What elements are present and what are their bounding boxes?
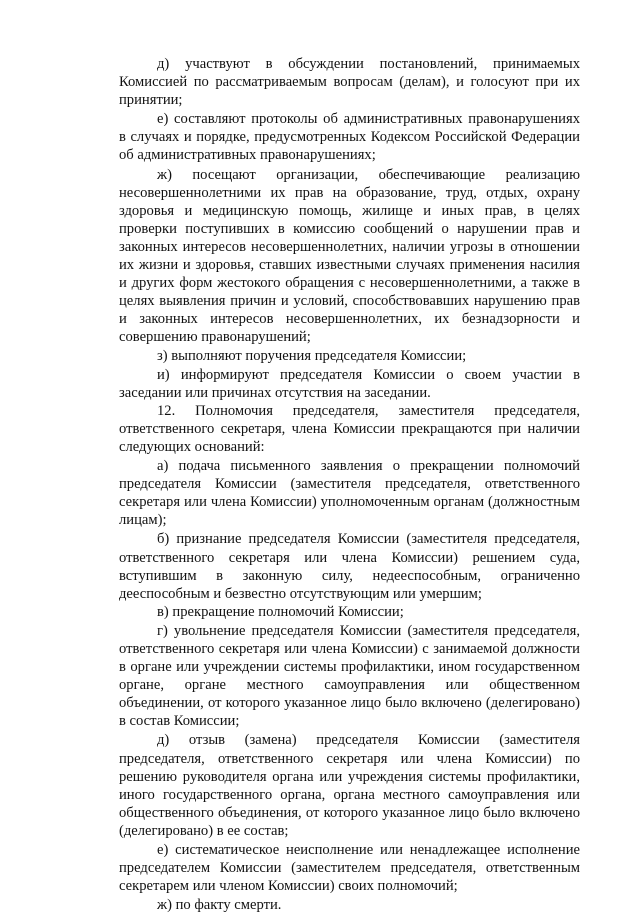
paragraph-i-inform: и) информируют председателя Комиссии о своем участии в заседании или причинах отсутствия на заседании. — [119, 366, 580, 401]
paragraph-zh-death: ж) по факту смерти. — [157, 897, 282, 914]
paragraph-b-court: б) признание председателя Комиссии (заместителя председателя, ответственного секретаря или члена Комиссии) решением суда, вступившим в законную силу, недееспособным, ограниченно дееспособным и безвестно отсутствующим или умершим; — [119, 531, 580, 602]
paragraph-zh-visits: ж) посещают организации, обеспечивающие реализацию несовершеннолетними их прав на образование, труд, отдых, охрану здоровья и медицинскую помощь, жилище и иных прав, в целях проверки поступивших в комиссию сообщений о нарушении прав и законных интересов несовершеннолетних, наличии угрозы в отношении их жизни и здоровья, ставших известными случаях применения насилия и других форм жестокого обращения с несовершеннолетними, а также в целях выявления причин и условий, способствовавших нарушению прав и законных интересов несовершеннолетних, их безнадзорности и совершению правонарушений; — [119, 166, 580, 346]
paragraph-g-dismissal: г) увольнение председателя Комиссии (заместителя председателя, ответственного секретаря или члена Комиссии) с занимаемой должности в органе или учреждении системы профилактики, ином государственном органе, органе местного самоуправления или общественном объединении, от которого указанное лицо было включено (делегировано) в состав Комиссии; — [119, 622, 580, 730]
paragraph-d-participation: д) участвуют в обсуждении постановлений, принимаемых Комиссией по рассматриваемым вопросам (делам), и голосуют при их принятии; — [119, 56, 580, 109]
paragraph-e-nonperformance: е) систематическое неисполнение или ненадлежащее исполнение председателем Комиссии (заместителем председателя, ответственным секретарем или членом Комиссии) своих полномочий; — [119, 842, 580, 895]
paragraph-v-commission-end: в) прекращение полномочий Комиссии; — [157, 603, 404, 620]
paragraph-z-instructions: з) выполняют поручения председателя Комиссии; — [157, 347, 467, 364]
document-page — [119, 55, 580, 914]
paragraph-e-protocols: е) составляют протоколы об административных правонарушениях в случаях и порядке, предусмотренных Кодексом Российской Федерации об административных правонарушениях; — [119, 111, 580, 164]
paragraph-d-recall: д) отзыв (замена) председателя Комиссии (заместителя председателя, ответственного секретаря или члена Комиссии) по решению руководителя органа или учреждения системы профилактики, иного государственного органа, органа местного самоуправления или общественного объединения, от которого указанное лицо было включено (делегировано) в ее состав; — [119, 732, 580, 839]
paragraph-12-termination: 12. Полномочия председателя, заместителя председателя, ответственного секретаря, члена Комиссии прекращаются при наличии следующих оснований: — [119, 402, 580, 455]
paragraph-a-application: а) подача письменного заявления о прекращении полномочий председателя Комиссии (заместителя председателя, ответственного секретаря или члена Комиссии) уполномоченным органам (должностным лицам); — [119, 458, 580, 529]
